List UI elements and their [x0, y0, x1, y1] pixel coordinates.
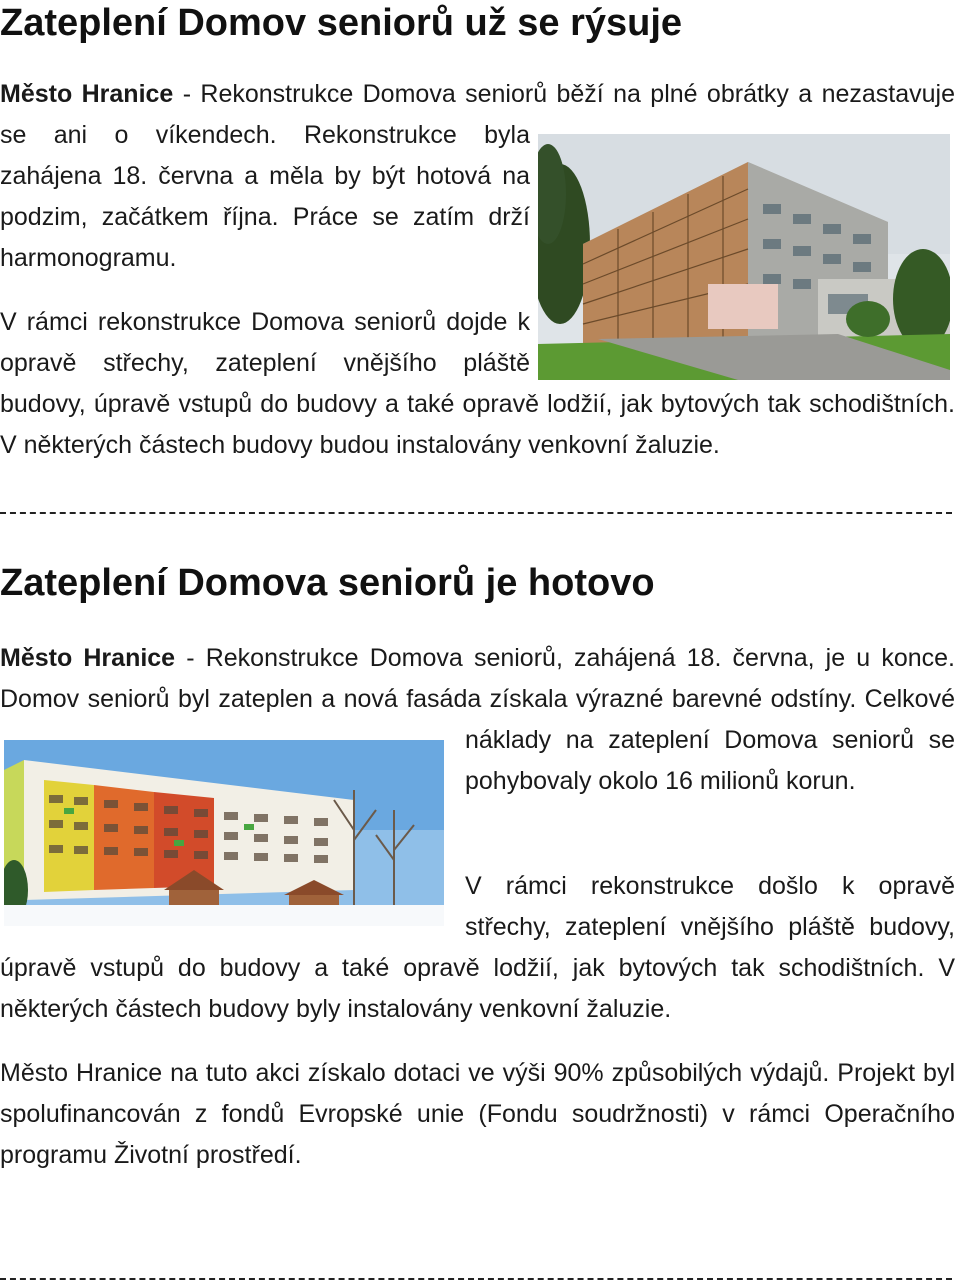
- text-wrap-spacer: [530, 302, 955, 380]
- text-wrap-spacer: [530, 115, 955, 295]
- article2-paragraph-2-text: V rámci rekonstrukce došlo k opravě střechy, zateplení vnějšího pláště budovy, úpravě vstupů do budovy a také opravě lodžií, jak bytových tak schodištních. V některých částech budovy byly instalovány venkovní žaluzie.: [0, 872, 955, 1023]
- article2-title: Zateplení Domova seniorů je hotovo: [0, 562, 655, 604]
- article1-lead-location: Město Hranice: [0, 80, 174, 108]
- article2-paragraph-3: [0, 1053, 955, 1176]
- article1-paragraph-1: [0, 74, 955, 295]
- section-divider-bottom: [0, 1278, 952, 1280]
- text-wrap-spacer: [0, 720, 465, 885]
- article2-paragraph-2: [0, 866, 955, 1030]
- section-divider: [0, 512, 952, 514]
- text-wrap-spacer: [0, 866, 465, 946]
- article2-paragraph-1-text: - Rekonstrukce Domova seniorů, zahájená 18. června, je u konce. Domov seniorů byl zateplen a nová fasáda získala výrazné barevné odstíny. Celkové náklady na zateplení Domova seniorů se pohybovaly okolo 16 milionů korun.: [0, 644, 956, 795]
- article1-paragraph-2-text: V rámci rekonstrukce Domova seniorů dojde k opravě střechy, zateplení vnějšího pláště budovy, úpravě vstupů do budovy a také opravě lodžií, jak bytových tak schodištních. V některých částech budovy budou instalovány venkovní žaluzie.: [0, 308, 955, 459]
- article2-paragraph-1: [0, 638, 955, 885]
- article1-title: Zateplení Domov seniorů už se rýsuje: [0, 2, 683, 44]
- article2-lead-location: Město Hranice: [0, 644, 176, 672]
- article1-paragraph-1-text: - Rekonstrukce Domova seniorů běží na plné obrátky a nezastavuje se ani o víkendech. Rekonstrukce byla zahájena 18. června a měla by být hotová na podzim, začátkem října. Práce se zatím drží harmonogramu.: [0, 80, 955, 272]
- article1-paragraph-2: [0, 302, 955, 466]
- article2-paragraph-3-text: Město Hranice na tuto akci získalo dotaci ve výši 90% způsobilých výdajů. Projekt byl spolufinancován z fondů Evropské unie (Fondu soudržnosti) v rámci Operačního programu Životní prostředí.: [0, 1059, 955, 1169]
